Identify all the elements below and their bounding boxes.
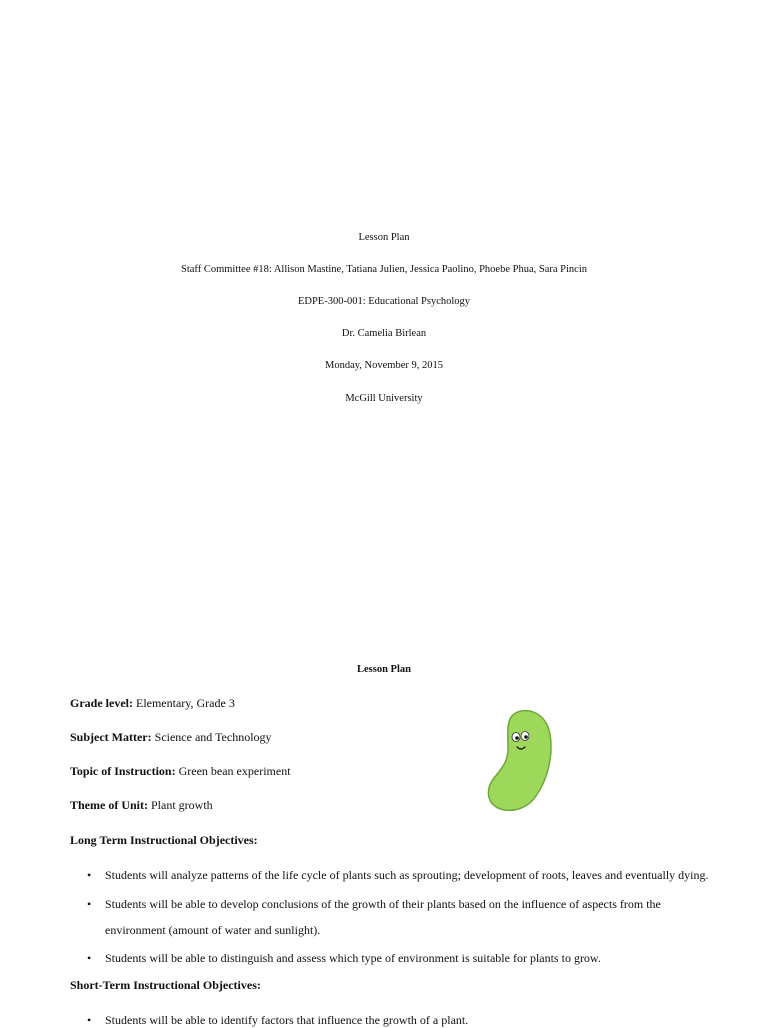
- bullet-dot: •: [87, 1013, 92, 1027]
- grade-level-value: Elementary, Grade 3: [135, 696, 235, 710]
- bullet-dot: •: [87, 951, 92, 965]
- grade-level-label: Grade level:: [70, 696, 133, 710]
- theme-value: Plant growth: [151, 798, 213, 812]
- topic-label: Topic of Instruction:: [70, 764, 176, 778]
- cover-instructor: Dr. Camelia Birlean: [341, 328, 427, 339]
- bean-body: [488, 711, 551, 811]
- subject-matter-field: [70, 729, 272, 745]
- cover-university: McGill University: [345, 393, 423, 404]
- long-term-objective-1: Students will analyze patterns of the life cycle of plants such as sprouting; development of roots, leaves and eventually dying.: [105, 868, 709, 882]
- long-term-objective-3: Students will be able to distinguish and assess which type of environment is suitable for plants to grow.: [105, 951, 601, 965]
- theme-label: Theme of Unit:: [70, 798, 148, 812]
- subject-matter-label: Subject Matter:: [70, 730, 152, 744]
- grade-level-field: [70, 695, 235, 711]
- green-bean-illustration: [484, 708, 556, 814]
- cover-date: Monday, November 9, 2015: [324, 360, 443, 371]
- bean-pupil-right: [524, 735, 528, 739]
- long-term-objective-2: Students will be able to develop conclusions of the growth of their plants based on the influence of aspects from the: [105, 897, 661, 911]
- subject-matter-value: Science and Technology: [154, 730, 272, 744]
- bullet-dot: •: [87, 868, 92, 882]
- short-term-objectives-heading: Short-Term Instructional Objectives:: [70, 978, 261, 992]
- cover-staff-committee: Staff Committee #18: Allison Mastine, Tatiana Julien, Jessica Paolino, Phoebe Phua, Sara Pincin: [181, 264, 587, 275]
- short-term-objective-1: Students will be able to identify factors that influence the growth of a plant.: [105, 1013, 469, 1027]
- cover-course: EDPE-300-001: Educational Psychology: [297, 296, 471, 307]
- long-term-objectives-heading: Long Term Instructional Objectives:: [70, 833, 258, 847]
- lesson-plan-heading: Lesson Plan: [357, 664, 411, 675]
- topic-field: [70, 763, 291, 779]
- theme-field: [70, 797, 213, 813]
- cover-title: Lesson Plan: [358, 232, 410, 243]
- bean-pupil-left: [515, 736, 519, 740]
- long-term-objective-2-continued: environment (amount of water and sunlight).: [105, 923, 321, 937]
- bullet-dot: •: [87, 897, 92, 911]
- topic-value: Green bean experiment: [178, 764, 291, 778]
